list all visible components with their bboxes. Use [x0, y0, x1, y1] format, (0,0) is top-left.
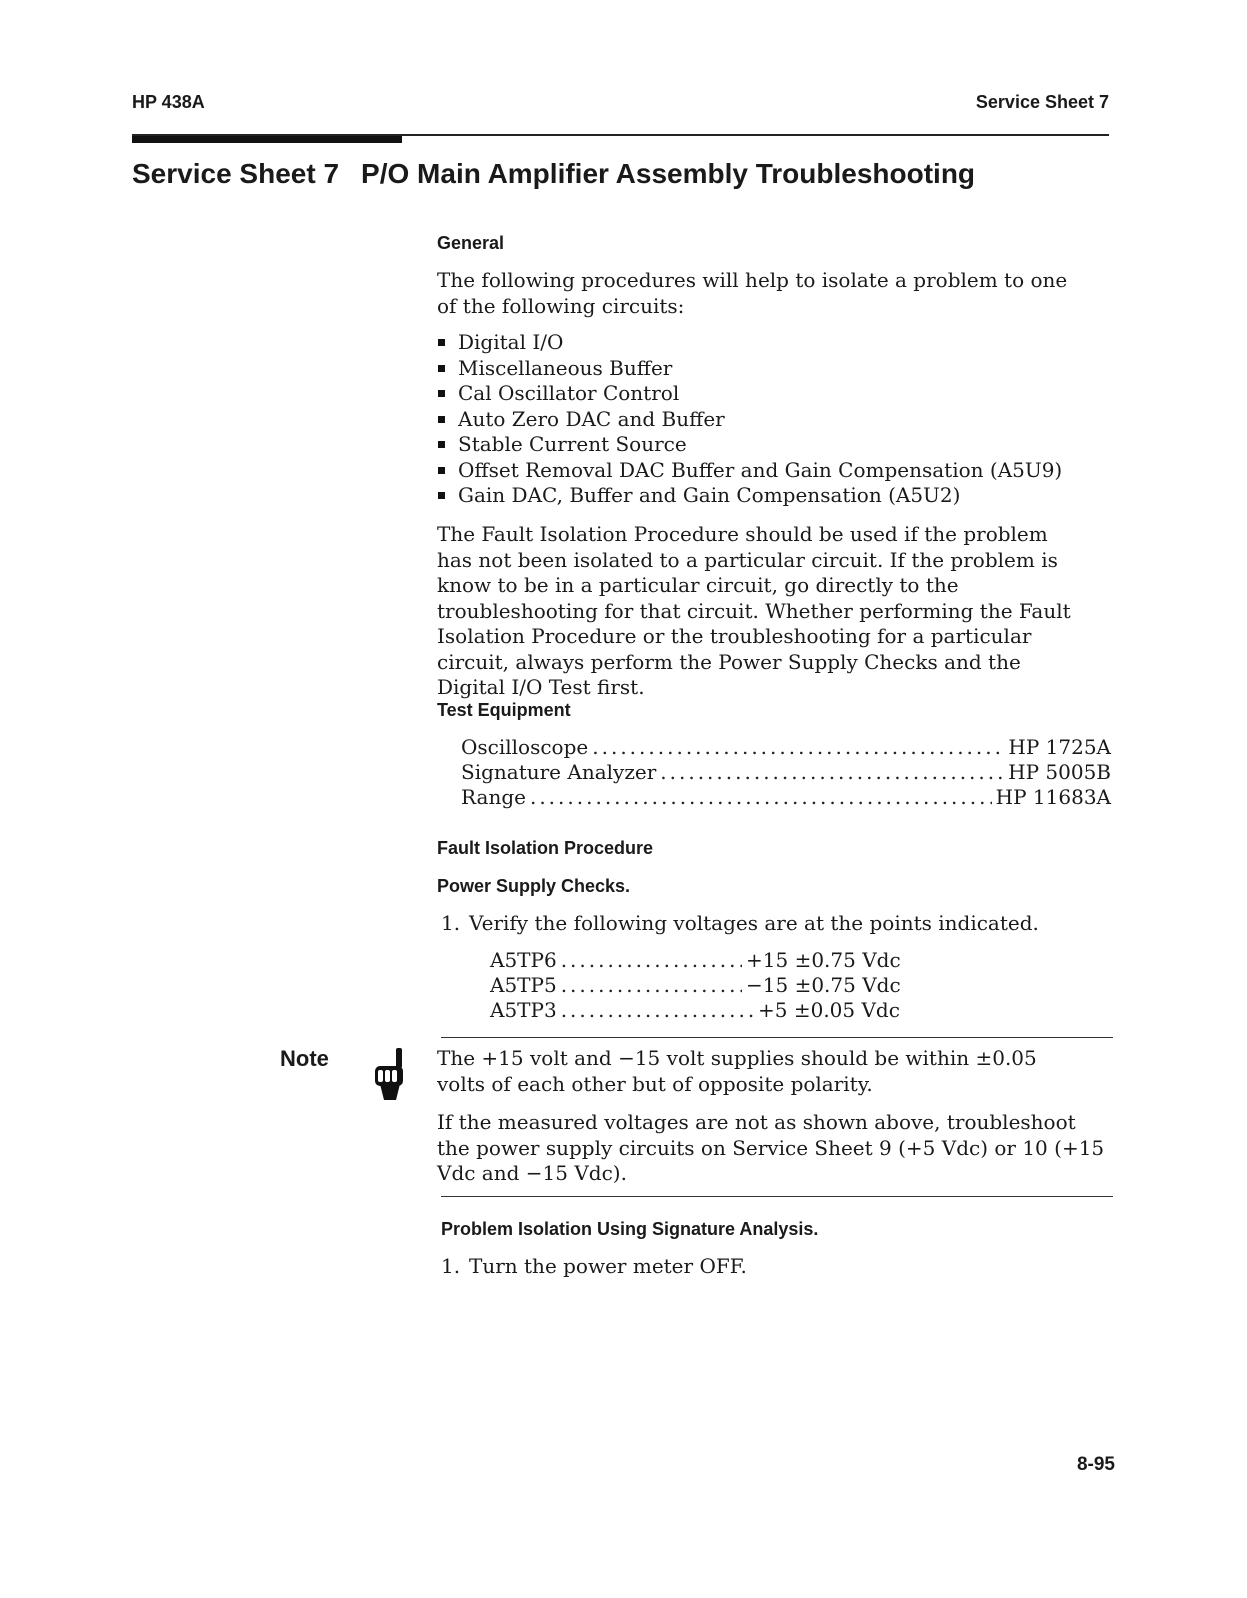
power-supply-heading: Power Supply Checks. [437, 876, 631, 896]
list-item: Offset Removal DAC Buffer and Gain Compensation (A5U9) [437, 458, 1109, 484]
page-title-subject: P/O Main Amplifier Assembly Troubleshooting [361, 158, 976, 189]
step-text: Turn the power meter OFF. [469, 1254, 747, 1278]
page-number: 8-95 [1076, 1454, 1115, 1475]
equipment-model: HP 1725A [1008, 735, 1111, 759]
voltage-value: +15 ±0.75 Vdc [746, 948, 901, 972]
voltage-value: +5 ±0.05 Vdc [758, 998, 900, 1022]
step-1-verify [441, 911, 1101, 937]
list-item: Auto Zero DAC and Buffer [437, 407, 1109, 433]
note-text-2: If the measured voltages are not as shown above, troubleshoot the power supply circuits on Service Sheet 9 (+5 Vdc) or 10 (+15 Vdc and −15 Vdc). [437, 1110, 1105, 1185]
equipment-name: Range [461, 785, 526, 809]
voltage-row [490, 973, 901, 998]
list-item: Miscellaneous Buffer [437, 356, 1109, 382]
note-top-rule [441, 1037, 1113, 1038]
voltage-row [490, 948, 901, 973]
header-rule-bold [132, 136, 402, 143]
voltage-list [490, 948, 901, 1023]
page-title-sheet: Service Sheet 7 [132, 158, 340, 189]
list-item: Stable Current Source [437, 432, 1109, 458]
leader-dots [530, 785, 992, 810]
note-label: Note [280, 1046, 329, 1071]
leader-dots [561, 948, 742, 973]
leader-dots [660, 760, 1004, 785]
equipment-name: Signature Analyzer [461, 760, 657, 784]
step-number: 1. [441, 1254, 461, 1278]
running-header-section: Service Sheet 7 [975, 92, 1109, 112]
note-bottom-rule [441, 1196, 1113, 1197]
problem-isolation-heading: Problem Isolation Using Signature Analysis. [441, 1219, 819, 1239]
step-number: 1. [441, 911, 461, 935]
equipment-name: Oscilloscope [461, 735, 589, 759]
voltage-value: −15 ±0.75 Vdc [746, 973, 901, 997]
general-paragraph: The Fault Isolation Procedure should be used if the problem has not been isolated to a particular circuit. If the problem is know to be in a particular circuit, go directly to the troubleshooting for that circuit. Whether performing the Fault Isolation Procedure or the troubleshooting for a particular circuit, always perform the Power Supply Checks and the Digital I/O Test first. [437, 522, 1071, 699]
voltage-row [490, 998, 900, 1023]
test-point: A5TP5 [490, 973, 557, 997]
test-equipment-list [461, 735, 1111, 810]
page-title [132, 158, 975, 190]
test-point: A5TP6 [490, 948, 557, 972]
step-1-power-off [441, 1254, 1101, 1280]
test-equipment-heading: Test Equipment [437, 700, 571, 720]
equipment-model: HP 11683A [995, 785, 1111, 809]
circuit-list [437, 330, 1109, 509]
general-intro: The following procedures will help to isolate a problem to one of the following circuits: [437, 268, 1068, 318]
general-heading: General [437, 233, 505, 253]
list-item: Cal Oscillator Control [437, 381, 1109, 407]
pointing-hand-icon [372, 1048, 406, 1106]
equipment-row [461, 760, 1111, 785]
running-header-model: HP 438A [132, 92, 205, 112]
leader-dots [592, 735, 1004, 760]
equipment-row [461, 785, 1111, 810]
fault-isolation-heading: Fault Isolation Procedure [437, 838, 654, 858]
equipment-row [461, 735, 1111, 760]
leader-dots [561, 998, 754, 1023]
leader-dots [561, 973, 742, 998]
note-text-1: The +15 volt and −15 volt supplies should be within ±0.05 volts of each other but of opposite polarity. [437, 1046, 1037, 1096]
list-item: Gain DAC, Buffer and Gain Compensation (A5U2) [437, 483, 1109, 509]
step-text: Verify the following voltages are at the points indicated. [469, 911, 1039, 935]
list-item: Digital I/O [437, 330, 1109, 356]
test-point: A5TP3 [490, 998, 557, 1022]
equipment-model: HP 5005B [1008, 760, 1111, 784]
